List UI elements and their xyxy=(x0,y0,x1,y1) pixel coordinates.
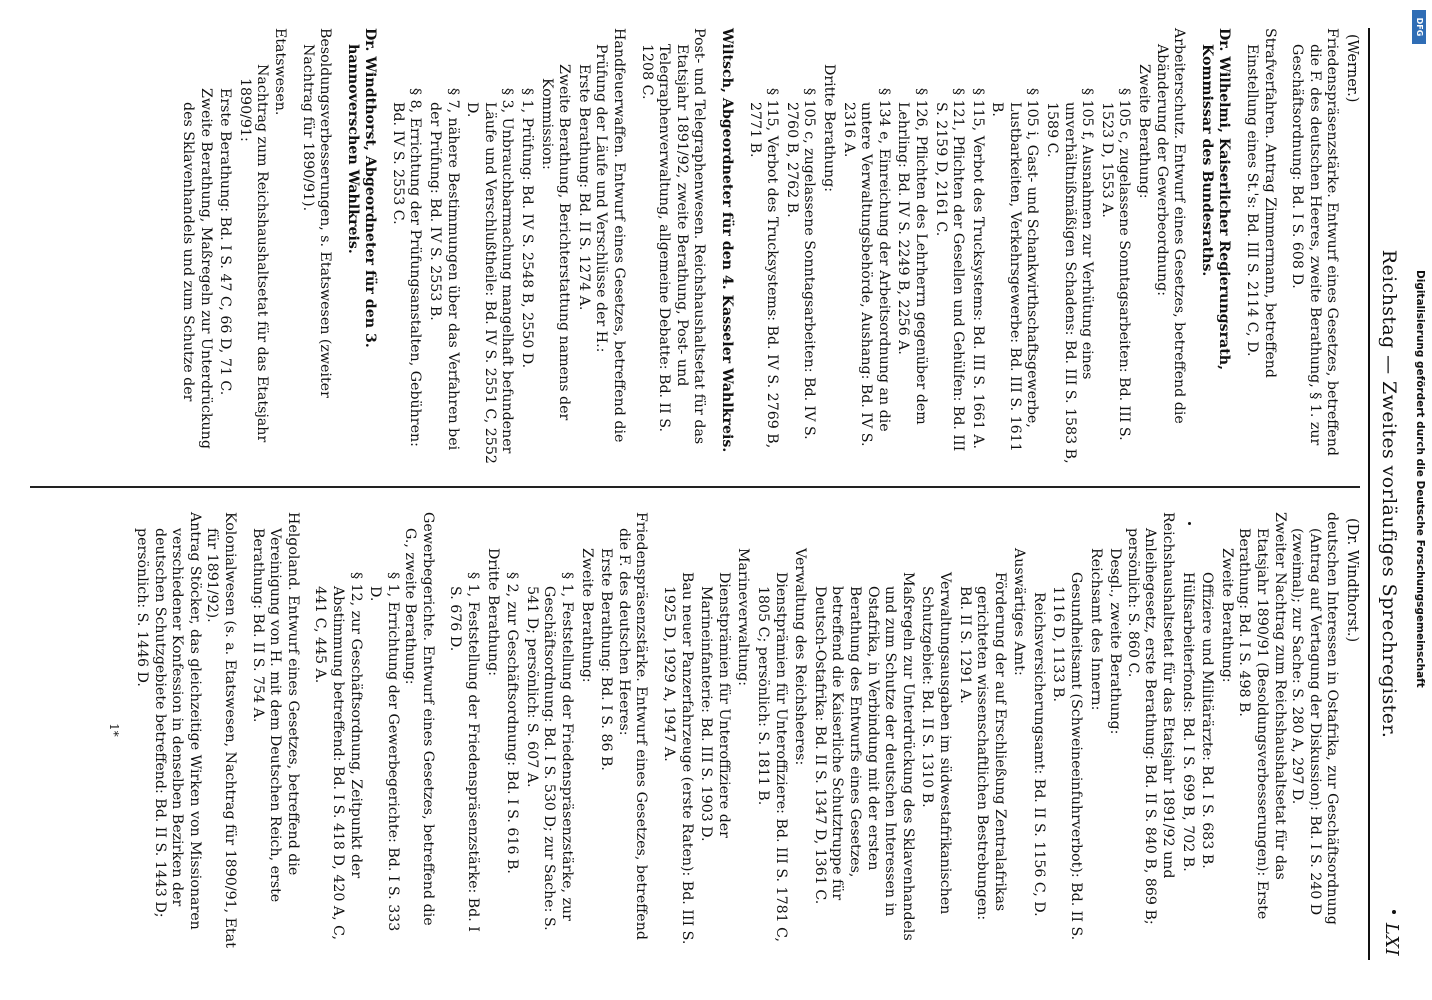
entry-post-telegraphenwesen xyxy=(637,28,707,464)
sub-item: § 2, zur Geschäftsordnung: Bd. I S. 616 B. xyxy=(504,572,521,874)
entry-handfeuerwaffen xyxy=(388,28,627,464)
right-column xyxy=(105,512,1360,948)
digitization-note xyxy=(1408,270,1426,730)
right-continuation: (Dr. Windthorst.) xyxy=(1344,518,1360,643)
sub-item: Reichsversicherungsamt: Bd. II S. 1156 C, D. xyxy=(1030,592,1047,917)
sub-item: § 105 f, Ausnahmen zur Verhütung eines unverhältnißmäßigen Schadens: Bd. III S. 1583 B, 1589 C. xyxy=(1044,88,1096,464)
entry-kolonialwesen xyxy=(132,512,238,948)
sub-heading: Zweite Berathung, Berichterstattung namens der Kommission: xyxy=(538,64,573,421)
entry-helgoland xyxy=(248,512,301,948)
column-divider xyxy=(30,486,1360,488)
entry-text: Zweiter Nachtrag zum Reichshaushaltsetat für das Etatsjahr 1890/91 (Besoldungsverbesserungen): Erste Berathung: Bd. I S. 498 B. xyxy=(1236,512,1288,920)
header-rule xyxy=(1368,28,1370,960)
sub-item: § 126, Pflichten des Lehrherrn gegenüber dem Lehrling: Bd. IV S. 2249 B, 2256 A. xyxy=(895,88,929,425)
sub-heading: Auswärtiges Amt: xyxy=(1011,548,1028,676)
sub-heading: Erste Berathung: Bd. I S. 86 B. xyxy=(598,548,615,771)
sub-item: § 105 c, zugelassene Sonntagsarbeiten: Bd. III S. 1523 D, 1553 A. xyxy=(1098,88,1133,441)
sub-item: Förderung der auf Erschließung Zentralafrikas gerichteten wissenschaftlichen Bestrebungen: Bd. II S. 1291 A. xyxy=(956,572,1008,921)
page-header xyxy=(1374,28,1404,960)
entry-text: deutschen Interessen in Ostafrika, zur Geschäftsordnung (Antrag auf Vertagung der Diskussion): Bd. I S. 240 D (zweimal); zur Sache: S. 280 A, 297 D. xyxy=(1289,512,1341,925)
sub-item: Verwaltungsausgaben im südwestafrikanischen Schutzgebiet: Bd. II S. 1310 B. xyxy=(919,572,953,915)
speaker-wilhelmi xyxy=(1197,28,1232,464)
page-number: LXI xyxy=(1381,922,1402,956)
entry-etatswesen-continued xyxy=(659,512,1340,948)
entry-text: Helgoland. Entwurf eines Gesetzes, betreffend die Vereinigung von H. mit dem Deutschen Reich, erste Berathung: Bd. II S. 754 A. xyxy=(249,512,301,903)
sub-heading: Zweite Berathung: xyxy=(1136,64,1153,199)
entry-text: Handfeuerwaffen. Entwurf eines Gesetzes, betreffend die Prüfung der Läufe und Verschlüsse der H.: xyxy=(593,28,628,443)
speaker-heading: Dr. Windthorst, Abgeordneter für den 3. hannoverschen Wahlkreis. xyxy=(344,28,379,348)
sub-item: § 12, zur Geschäftsordnung, Zeitpunkt der Abstimmung betreffend: Bd. I S. 418 D, 420 A, C, 441 C, 445 A. xyxy=(312,572,364,941)
speaker-windthorst xyxy=(343,28,378,464)
entry-text: Besoldungsverbesserungen, s. Etatswesen (zweiter Nachtrag für 1890/91). xyxy=(299,28,334,398)
left-continuation: (Werner.) xyxy=(1344,34,1360,103)
page-title: Reichstag — Zweites vorläufiges Sprechregister. xyxy=(1378,249,1400,739)
entry-gewerbegerichte xyxy=(311,512,436,948)
speaker-wiltsch xyxy=(717,28,735,464)
scan-speck xyxy=(1392,910,1396,914)
sub-item: § 8, Errichtung der Prüfungsanstalten, Gebühren: Bd. IV S. 2553 C. xyxy=(389,88,424,447)
sub-item: § 115, Verbot des Trucksystems: Bd. IV S. 2769 B, 2771 B. xyxy=(746,88,781,449)
entry-besoldungsverbesserungen xyxy=(298,28,333,464)
entry-arbeiterschutz xyxy=(745,28,1187,464)
sub-item: Zweite Berathung, Maßregeln zur Unterdrückung des Sklavenhandels und zum Schutze der xyxy=(179,88,214,449)
entry-text: Friedenspräsenzstärke. Entwurf eines Gesetzes, betreffend die F. des deutschen Heeres, zweite Berathung, § 1. zur Geschäftsordnung: Bd. I S. 608 D. xyxy=(1289,28,1341,456)
sub-heading: Marineverwaltung: xyxy=(735,548,752,687)
digitization-note-text: Digitalisierung gefördert durch die Deutsche Forschungsgemeinschaft xyxy=(1414,270,1426,688)
left-column xyxy=(168,28,1360,464)
sub-heading: Zweite Berathung: xyxy=(1218,548,1235,683)
sub-heading: Reichsamt des Innern: xyxy=(1087,548,1104,711)
entry-text: Reichshaushaltsetat für das Etatsjahr 1891/92 und Anleihegesetz, erste Berathung: Bd. II S. 840 B, 869 B; persönlich: S. 860 C. xyxy=(1124,512,1177,925)
sub-heading: Zweite Berathung: xyxy=(578,548,595,683)
entry-friedenspraesenzstaerke xyxy=(446,512,650,948)
sub-heading: Erste Berathung: Bd. II S. 1274 A. xyxy=(575,64,592,311)
sub-heading: Verwaltung des Reichsheeres: xyxy=(792,548,809,766)
sub-item: Gesundheitsamt (Schweineeinfuhrverbot): Bd. II S. 1116 D, 1133 B. xyxy=(1050,572,1085,941)
entry-text: Kolonialwesen (s. a. Etatswesen, Nachtrag für 1890/91, Etat für 1891/92). xyxy=(204,512,238,948)
entry-text: Etatswesen. xyxy=(271,28,288,116)
sub-item: § 105 c, zugelassene Sonntagsarbeiten: Bd. IV S. 2760 B, 2762 B. xyxy=(783,88,818,440)
entry-etatswesen xyxy=(178,28,288,464)
entry-friedenspraesenzstaerke-werner xyxy=(1288,28,1341,464)
sub-item: Bau neuer Panzerfahrzeuge (erste Raten): Bd. III S. 1925 D, 1929 A, 1947 A. xyxy=(661,572,695,945)
entry-text: Strafverfahren. Antrag Zimmermann, betreffend Einstellung eines St.'s: Bd. III S. 2114 C, D. xyxy=(1244,28,1278,378)
footnote-mark: 1* xyxy=(107,723,122,737)
sub-item: Dienstprämien für Unteroffiziere: Bd. III S. 1781 C, 1805 C; persönlich: S. 1811 B. xyxy=(755,572,789,943)
sub-item: § 1, Errichtung der Gewerbegerichte: Bd. I S. 333 D. xyxy=(367,572,401,932)
sub-item: § 105 i, Gast- und Schankwirthschaftsgewerbe, Lustbarkeiten, Verkehrsgewerbe: Bd. III S. 1611 B. xyxy=(989,88,1041,452)
entry-text: Antrag Stöcker, das gleichzeitige Wirken von Missionaren verschiedener Konfession in denselben Bezirken der deutschen Schutzgebiete betreffend: Bd. II S. 1443 D; persönlich: S. 1446 D. xyxy=(134,512,203,930)
dfg-logo xyxy=(1412,10,1426,44)
dfg-logo-text: DFG xyxy=(1415,17,1424,37)
sub-item: Erste Berathung: Bd. I S. 47 C, 66 D, 71 C. xyxy=(217,88,234,396)
sub-item: § 1, Feststellung der Friedenspräsenzstärke: Bd. I S. 676 D. xyxy=(447,572,482,932)
sub-heading: Dritte Berathung: xyxy=(484,548,501,677)
entry-text: Post- und Telegraphenwesen. Reichshaushaltsetat für das Etatsjahr 1891/92, zweite Berathung, Post- und Telegraphenverwaltung, allgemeine Debatte: Bd. II S. 1208 C. xyxy=(638,28,708,445)
sub-heading: Desgl., zweite Berathung: xyxy=(1107,548,1124,735)
sub-item: § 134 e, Einreichung der Arbeitsordnung an die untere Verwaltungsbehörde, Aushang: Bd. IV S. 2316 A. xyxy=(840,88,892,447)
sub-item: Maßregeln zur Unterdrückung des Sklavenhandels und zum Schutze der deutschen Interessen in Ostafrika, in Verbindung mit der ersten Berathung des Entwurfs eines Gesetzes, betreffend die Kaiserliche Schutztruppe für Deutsch-Ostafrika: Bd. II S. 1347 D, 1361 C. xyxy=(811,572,916,941)
sub-item: § 1, Prüfung: Bd. IV S. 2548 B, 2550 D. xyxy=(519,88,536,369)
speaker-heading: Wiltsch, Abgeordneter für den 4. Kasseler Wahlkreis. xyxy=(719,28,735,453)
sub-heading: Nachtrag zum Reichshaushaltsetat für das Etatsjahr 1890/91: xyxy=(236,64,271,443)
scan-speck xyxy=(1188,522,1191,525)
sub-item: Dienstprämien für Unteroffiziere der Marineinfanterie: Bd. III S. 1903 D. xyxy=(698,572,732,842)
entry-text: Arbeiterschutz. Entwurf eines Gesetzes, betreffend die Abänderung der Gewerbeordnung: xyxy=(1153,28,1188,424)
entry-strafverfahren xyxy=(1242,28,1277,464)
sub-item: § 1, Feststellung der Friedenspräsenzstärke, zur Geschäftsordnung: Bd. I S. 530 D; zur Sache: S. 541 D; persönlich: S. 607 A. xyxy=(523,572,576,931)
entry-text: Friedenspräsenzstärke. Entwurf eines Gesetzes, betreffend die F. des deutschen Heeres: xyxy=(615,512,650,940)
sub-heading: Dritte Berathung: xyxy=(820,64,837,193)
sub-item: § 3, Unbrauchbarmachung mangelhaft befundener Läufe und Verschlußtheile: Bd. IV S. 2551 C, 2552 D. xyxy=(464,88,516,464)
sub-item: § 115, Verbot des Trucksystems: Bd. III S. 1661 A. xyxy=(969,88,986,450)
sub-item: § 7, nähere Bestimmungen über das Verfahren bei der Prüfung: Bd. IV S. 2553 B. xyxy=(427,88,461,451)
sub-item: Hülfsarbeiterfonds: Bd. I S. 699 B, 702 B. xyxy=(1179,572,1196,872)
sub-item: Offiziere und Militärärzte: Bd. I S. 683 B. xyxy=(1199,572,1216,869)
entry-text: Gewerbegerichte. Entwurf eines Gesetzes, betreffend die G., zweite Berathung: xyxy=(402,512,436,926)
sub-item: § 121, Pflichten der Gesellen und Gehülfen: Bd. III S. 2159 D, 2161 C. xyxy=(932,88,967,452)
speaker-heading: Dr. Wilhelmi, Kaiserlicher Regierungsrath, Kommissar des Bundesraths. xyxy=(1198,28,1233,371)
